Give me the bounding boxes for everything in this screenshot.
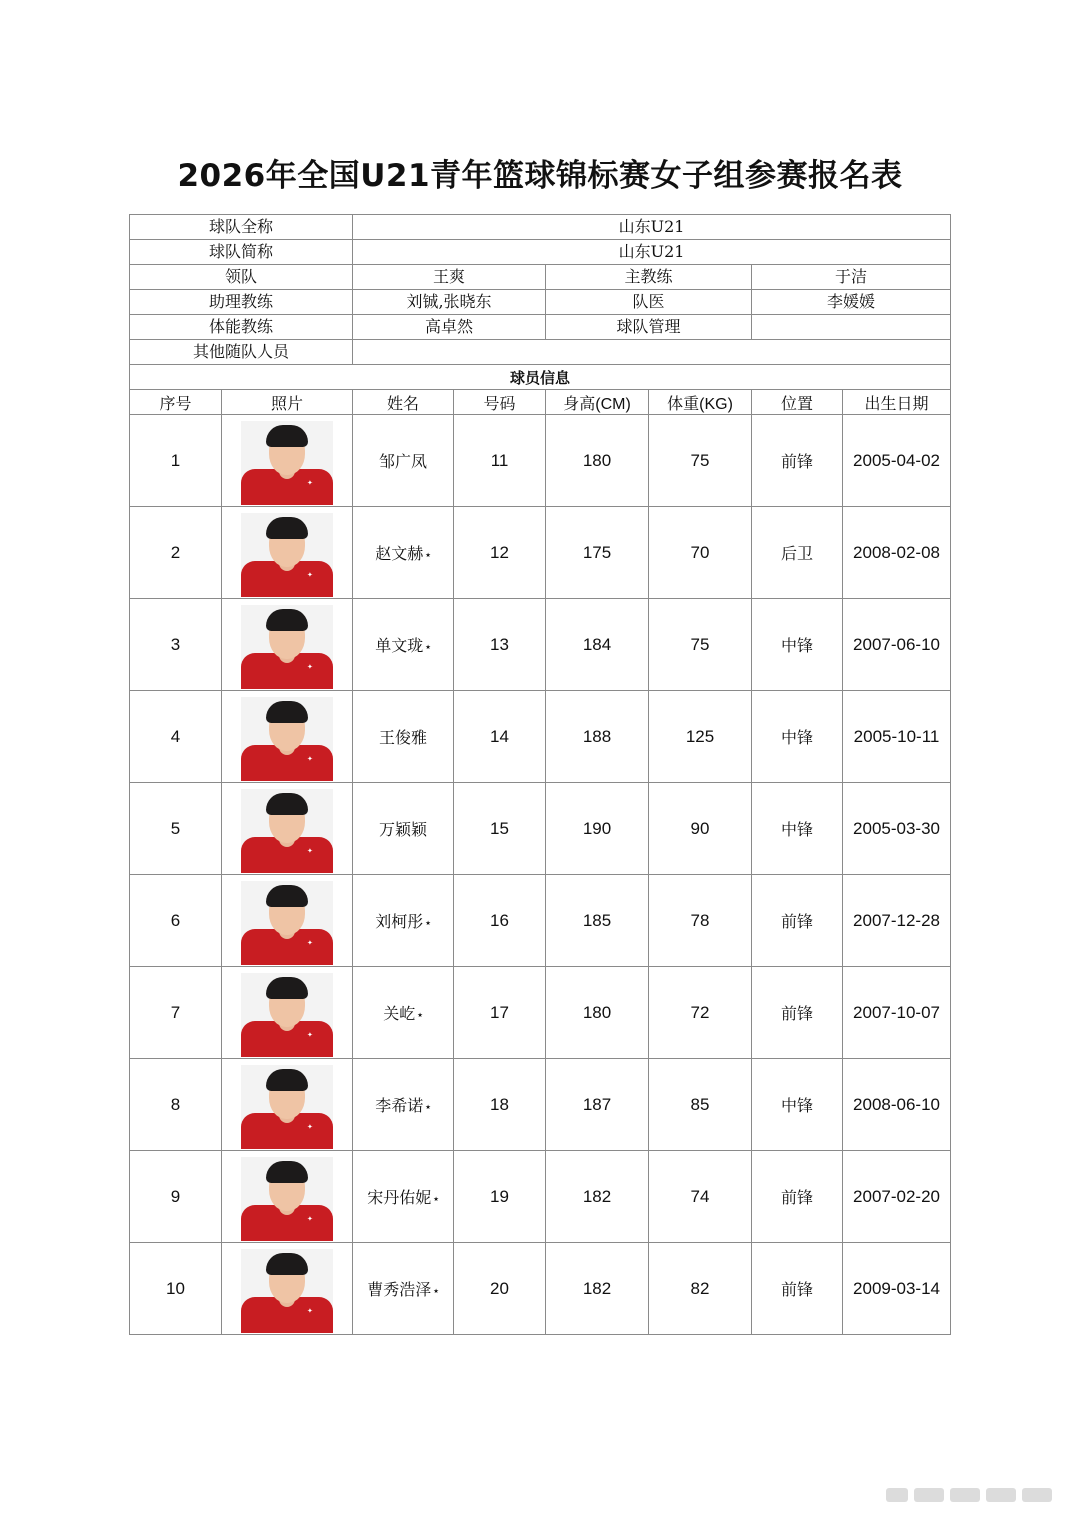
player-photo-cell: [222, 1151, 353, 1243]
player-position: 后卫: [752, 507, 843, 599]
player-row: [130, 875, 951, 967]
player-birth: 2007-10-07: [843, 967, 951, 1059]
col-header-name: 姓名: [353, 390, 454, 415]
player-index: 1: [130, 415, 222, 507]
player-birth: 2005-04-02: [843, 415, 951, 507]
manager-value: [752, 315, 951, 340]
player-number: 15: [454, 783, 546, 875]
player-position: 前锋: [752, 1243, 843, 1335]
player-row: [130, 691, 951, 783]
player-weight: 72: [649, 967, 752, 1059]
player-weight: 125: [649, 691, 752, 783]
col-header-height: 身高(CM): [546, 390, 649, 415]
player-number: 19: [454, 1151, 546, 1243]
player-height: 185: [546, 875, 649, 967]
player-index: 2: [130, 507, 222, 599]
player-position: 前锋: [752, 1151, 843, 1243]
player-weight: 82: [649, 1243, 752, 1335]
player-birth: 2007-02-20: [843, 1151, 951, 1243]
star-icon: ⭑: [417, 1010, 423, 1021]
doctor-value: 李媛媛: [752, 290, 951, 315]
team-short-name-label: 球队简称: [130, 240, 353, 265]
player-index: 8: [130, 1059, 222, 1151]
player-position: 前锋: [752, 415, 843, 507]
player-photo-cell: [222, 415, 353, 507]
player-name: 刘柯彤: [375, 912, 424, 931]
player-height: 184: [546, 599, 649, 691]
column-header-row: [130, 390, 951, 415]
player-rows: [130, 415, 951, 1335]
player-row: [130, 507, 951, 599]
player-position: 前锋: [752, 875, 843, 967]
watermark: [886, 1484, 1058, 1506]
player-photo-cell: [222, 507, 353, 599]
col-header-weight: 体重(KG): [649, 390, 752, 415]
player-weight: 78: [649, 875, 752, 967]
player-height: 190: [546, 783, 649, 875]
others-row: [130, 340, 951, 365]
others-label: 其他随队人员: [130, 340, 353, 365]
player-photo: ✦: [241, 513, 333, 597]
player-name: 宋丹佑妮: [367, 1188, 432, 1207]
player-photo-cell: [222, 967, 353, 1059]
page-title: 2026年全国U21青年篮球锦标赛女子组参赛报名表: [177, 158, 903, 194]
player-birth: 2007-12-28: [843, 875, 951, 967]
player-height: 182: [546, 1243, 649, 1335]
player-weight: 74: [649, 1151, 752, 1243]
player-name: 赵文赫: [375, 544, 424, 563]
star-icon: ⭑: [433, 1286, 439, 1297]
player-weight: 90: [649, 783, 752, 875]
player-weight: 85: [649, 1059, 752, 1151]
player-photo: ✦: [241, 1157, 333, 1241]
player-index: 10: [130, 1243, 222, 1335]
col-header-photo: 照片: [222, 390, 353, 415]
player-photo-cell: [222, 599, 353, 691]
player-height: 180: [546, 415, 649, 507]
doctor-label: 队医: [546, 290, 752, 315]
star-icon: ⭑: [425, 550, 431, 561]
player-photo: ✦: [241, 1249, 333, 1333]
player-name: 曹秀浩泽: [367, 1280, 432, 1299]
head-coach-value: 于洁: [752, 265, 951, 290]
others-value: [353, 340, 951, 365]
player-photo: ✦: [241, 421, 333, 505]
player-position: 中锋: [752, 599, 843, 691]
player-number: 18: [454, 1059, 546, 1151]
leader-value: 王爽: [353, 265, 546, 290]
player-photo: ✦: [241, 697, 333, 781]
leader-label: 领队: [130, 265, 353, 290]
player-photo-cell: [222, 783, 353, 875]
player-height: 182: [546, 1151, 649, 1243]
player-name-cell: [353, 1243, 454, 1335]
player-index: 3: [130, 599, 222, 691]
player-name-cell: [353, 415, 454, 507]
player-name: 王俊雅: [379, 728, 428, 747]
player-row: [130, 967, 951, 1059]
player-row: [130, 1151, 951, 1243]
player-weight: 75: [649, 415, 752, 507]
head-coach-label: 主教练: [546, 265, 752, 290]
fitness-label: 体能教练: [130, 315, 353, 340]
player-photo: ✦: [241, 1065, 333, 1149]
player-height: 188: [546, 691, 649, 783]
player-number: 17: [454, 967, 546, 1059]
player-index: 7: [130, 967, 222, 1059]
player-row: [130, 599, 951, 691]
player-name: 万颖颖: [379, 820, 428, 839]
player-height: 175: [546, 507, 649, 599]
player-row: [130, 415, 951, 507]
player-section-row: [130, 365, 951, 390]
player-photo: ✦: [241, 973, 333, 1057]
registration-table: [129, 214, 951, 1335]
player-photo-cell: [222, 691, 353, 783]
player-name-cell: [353, 967, 454, 1059]
player-name-cell: [353, 691, 454, 783]
player-name-cell: [353, 507, 454, 599]
player-photo-cell: [222, 1059, 353, 1151]
player-name-cell: [353, 1151, 454, 1243]
col-header-index: 序号: [130, 390, 222, 415]
assistant-row: [130, 290, 951, 315]
player-birth: 2007-06-10: [843, 599, 951, 691]
star-icon: ⭑: [425, 1102, 431, 1113]
col-header-birth: 出生日期: [843, 390, 951, 415]
player-row: [130, 1059, 951, 1151]
player-photo: ✦: [241, 789, 333, 873]
player-weight: 70: [649, 507, 752, 599]
player-index: 4: [130, 691, 222, 783]
player-name-cell: [353, 599, 454, 691]
manager-label: 球队管理: [546, 315, 752, 340]
leader-row: [130, 265, 951, 290]
col-header-position: 位置: [752, 390, 843, 415]
player-height: 180: [546, 967, 649, 1059]
player-name: 关屹: [383, 1004, 416, 1023]
player-section-title: 球员信息: [130, 365, 951, 390]
star-icon: ⭑: [425, 642, 431, 653]
player-number: 13: [454, 599, 546, 691]
player-photo: ✦: [241, 605, 333, 689]
player-position: 中锋: [752, 783, 843, 875]
player-number: 12: [454, 507, 546, 599]
player-name-cell: [353, 783, 454, 875]
team-full-name-label: 球队全称: [130, 215, 353, 240]
player-name: 李希诺: [375, 1096, 424, 1115]
player-row: [130, 1243, 951, 1335]
player-index: 5: [130, 783, 222, 875]
player-birth: 2009-03-14: [843, 1243, 951, 1335]
team-short-name-value: 山东U21: [353, 240, 951, 265]
player-index: 9: [130, 1151, 222, 1243]
player-photo-cell: [222, 875, 353, 967]
player-photo: ✦: [241, 881, 333, 965]
player-photo-cell: [222, 1243, 353, 1335]
player-row: [130, 783, 951, 875]
player-position: 中锋: [752, 691, 843, 783]
player-birth: 2005-10-11: [843, 691, 951, 783]
player-birth: 2008-06-10: [843, 1059, 951, 1151]
star-icon: ⭑: [433, 1194, 439, 1205]
player-birth: 2008-02-08: [843, 507, 951, 599]
player-index: 6: [130, 875, 222, 967]
player-position: 前锋: [752, 967, 843, 1059]
team-short-name-row: [130, 240, 951, 265]
player-number: 14: [454, 691, 546, 783]
assistant-value: 刘铖,张晓东: [353, 290, 546, 315]
fitness-row: [130, 315, 951, 340]
player-number: 11: [454, 415, 546, 507]
col-header-number: 号码: [454, 390, 546, 415]
player-name-cell: [353, 1059, 454, 1151]
player-number: 20: [454, 1243, 546, 1335]
player-name: 邹广凤: [379, 452, 428, 471]
player-name-cell: [353, 875, 454, 967]
player-weight: 75: [649, 599, 752, 691]
team-full-name-row: [130, 215, 951, 240]
player-number: 16: [454, 875, 546, 967]
team-full-name-value: 山东U21: [353, 215, 951, 240]
player-name: 单文珑: [375, 636, 424, 655]
assistant-label: 助理教练: [130, 290, 353, 315]
fitness-value: 高卓然: [353, 315, 546, 340]
player-position: 中锋: [752, 1059, 843, 1151]
player-birth: 2005-03-30: [843, 783, 951, 875]
star-icon: ⭑: [425, 918, 431, 929]
player-height: 187: [546, 1059, 649, 1151]
